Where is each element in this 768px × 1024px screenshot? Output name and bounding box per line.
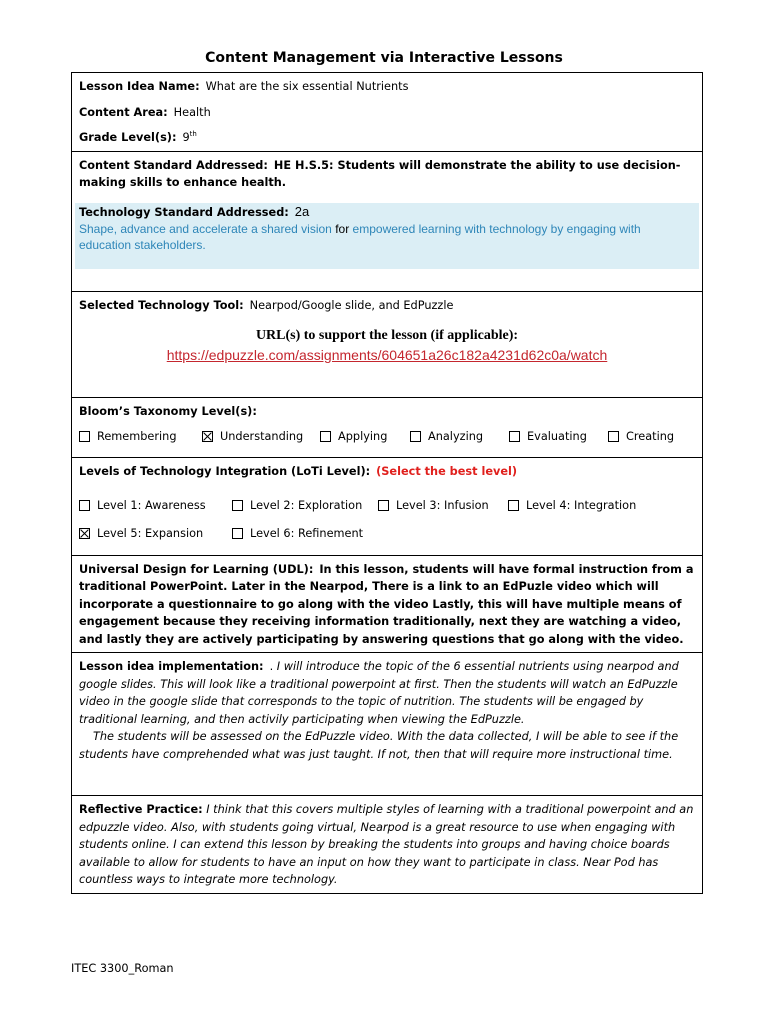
loti-option-level-1[interactable]: Level 1: Awareness xyxy=(79,497,232,515)
implementation-dot: . xyxy=(269,660,274,673)
reflective-text: I think that this covers multiple styles of learning with a traditional powerpoint and an edpuzzle video. Also, with students going virtual, Nearpod is a great resource to use when engaging with students online. I can extend this lesson by breaking the students into groups and having choice boards available to allow for students to have an input on how they want to participate in class. Near Pod has countless ways to integrate more technology. xyxy=(79,803,694,886)
blooms-option-creating[interactable]: Creating xyxy=(608,428,674,446)
loti-header xyxy=(79,463,695,481)
implementation-block xyxy=(79,658,695,728)
loti-option-level-6[interactable]: Level 6: Refinement xyxy=(232,525,363,543)
lesson-idea-value: What are the six essential Nutrients xyxy=(205,80,409,93)
blooms-option-analyzing[interactable]: Analyzing xyxy=(410,428,509,446)
grade-level-label: Grade Level(s): xyxy=(79,131,177,144)
loti-options-row-2 xyxy=(79,525,695,543)
technology-tool-row xyxy=(72,291,703,397)
checkbox-icon[interactable] xyxy=(232,528,243,539)
implementation-paragraph-2-block xyxy=(79,728,695,763)
blooms-option-applying[interactable]: Applying xyxy=(320,428,410,446)
checkbox-icon[interactable] xyxy=(79,500,90,511)
content-area-line xyxy=(79,104,695,122)
checkbox-icon[interactable] xyxy=(232,500,243,511)
checkbox-checked-icon[interactable] xyxy=(202,431,213,442)
loti-label: Levels of Technology Integration (LoTi Level): xyxy=(79,464,371,478)
reflective-row xyxy=(72,796,703,894)
content-area-label: Content Area: xyxy=(79,105,168,119)
blooms-option-evaluating[interactable]: Evaluating xyxy=(509,428,608,446)
checkbox-icon[interactable] xyxy=(378,500,389,511)
checkbox-icon[interactable] xyxy=(79,431,90,442)
reflective-block xyxy=(79,801,695,889)
udl-row xyxy=(72,555,703,653)
grade-level-suffix: th xyxy=(189,130,197,138)
implementation-paragraph-2: The students will be assessed on the EdPuzzle video. With the data collected, I will be able to see if the students have comprehended what was just taught. If not, then that will require more instructional time. xyxy=(79,730,679,761)
page-title: Content Management via Interactive Lessons xyxy=(205,50,563,66)
edpuzzle-url-link[interactable]: https://edpuzzle.com/assignments/604651a26c182a4231d62c0a/watch xyxy=(166,347,608,363)
grade-level-value: 9 xyxy=(182,131,190,144)
loti-option-level-5[interactable]: Level 5: Expansion xyxy=(79,525,232,543)
technology-standard-text-2: for xyxy=(335,221,350,236)
udl-label: Universal Design for Learning (UDL): xyxy=(79,562,314,576)
content-standard-block xyxy=(79,157,695,192)
checkbox-icon[interactable] xyxy=(320,431,331,442)
technology-tool-value: Nearpod/Google slide, and EdPuzzle xyxy=(249,298,454,312)
grade-level-line xyxy=(79,129,695,147)
loti-options-row-1 xyxy=(79,497,695,515)
content-standard-text: HE H.S.5: Students will demonstrate the ability to use decision-making skills to enhance health. xyxy=(79,158,681,189)
blooms-row xyxy=(72,397,703,457)
url-heading: URL(s) to support the lesson (if applicable): xyxy=(255,328,519,343)
blooms-label: Bloom’s Taxonomy Level(s): xyxy=(79,404,257,418)
loti-option-level-2[interactable]: Level 2: Exploration xyxy=(232,497,378,515)
blooms-options xyxy=(79,428,695,446)
udl-block xyxy=(79,561,695,649)
reflective-label: Reflective Practice: xyxy=(79,803,203,816)
technology-standard-code: 2a xyxy=(294,203,310,219)
technology-tool-label: Selected Technology Tool: xyxy=(79,298,244,312)
blooms-option-understanding[interactable]: Understanding xyxy=(202,428,320,446)
technology-tool-line xyxy=(79,297,695,315)
technology-standard-text-3: empowered learning with technology by engaging with education stakeholders. xyxy=(79,221,641,252)
technology-standard-text-1: Shape, advance and accelerate a shared vision xyxy=(79,221,332,236)
lesson-form-table xyxy=(71,72,703,894)
loti-hint: (Select the best level) xyxy=(376,464,518,478)
content-standard-label: Content Standard Addressed: xyxy=(79,158,268,172)
loti-option-level-4[interactable]: Level 4: Integration xyxy=(508,497,636,515)
loti-row xyxy=(72,457,703,555)
loti-option-level-3[interactable]: Level 3: Infusion xyxy=(378,497,508,515)
implementation-row xyxy=(72,653,703,796)
checkbox-icon[interactable] xyxy=(410,431,421,442)
technology-standard-label: Technology Standard Addressed: xyxy=(79,205,289,219)
lesson-idea-label: Lesson Idea Name: xyxy=(79,80,200,93)
implementation-paragraph-1: I will introduce the topic of the 6 essential nutrients using nearpod and google slides. This will look like a traditional powerpoint at first. Then the students will watch an EdPuzzle video in the google slide that corresponds to the topic of nutrition. The students will be engaged by traditional learning, and then activily participating when viewing the EdPuzzle. xyxy=(79,660,679,726)
footer-text: ITEC 3300_Roman xyxy=(71,962,174,975)
checkbox-icon[interactable] xyxy=(608,431,619,442)
content-area-value: Health xyxy=(173,105,211,119)
checkbox-icon[interactable] xyxy=(509,431,520,442)
checkbox-checked-icon[interactable] xyxy=(79,528,90,539)
technology-standard-block xyxy=(75,203,699,269)
standards-row xyxy=(72,151,703,291)
lesson-info-row xyxy=(72,73,703,152)
lesson-idea-line xyxy=(79,78,695,96)
blooms-option-remembering[interactable]: Remembering xyxy=(79,428,202,446)
udl-text: In this lesson, students will have formal instruction from a traditional PowerPoint. Later in the Nearpod, There is a link to an EdPuzle video which will incorporate a questionnaire to go along with the video Lastly, this will have multiple means of engagement because they receiving information traditionally, next they are watching a video, and lastly they are actively participating by answering questions that go along with the video. xyxy=(79,562,694,646)
checkbox-icon[interactable] xyxy=(508,500,519,511)
implementation-label: Lesson idea implementation: xyxy=(79,660,264,673)
